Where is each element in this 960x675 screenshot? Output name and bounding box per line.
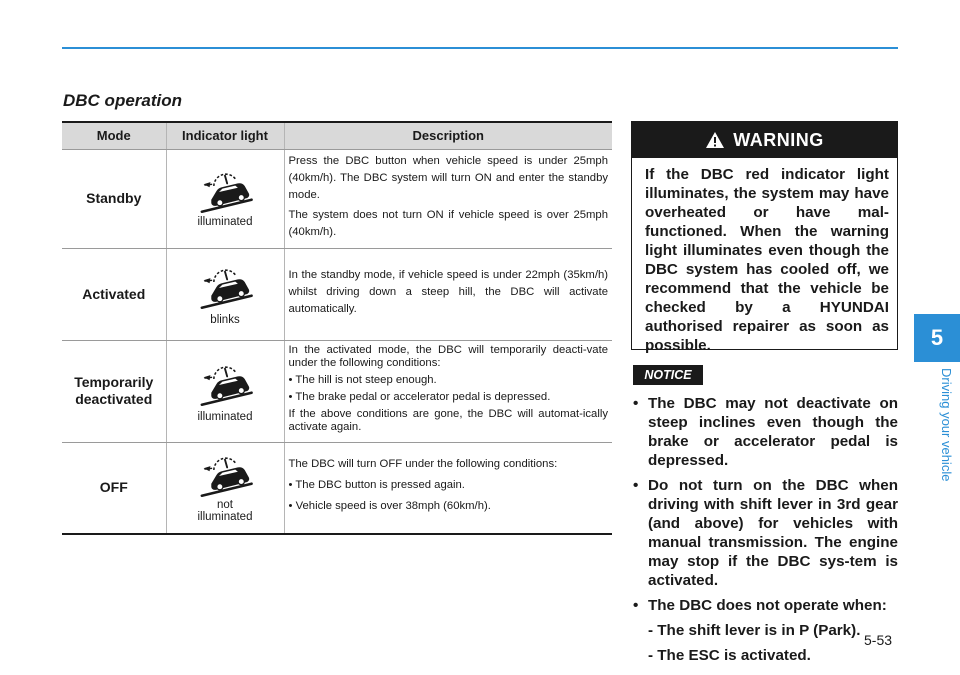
description-paragraph: If the above conditions are gone, the DBC will automat-ically activate again. — [288, 407, 608, 433]
header-description: Description — [284, 122, 612, 149]
dbc-indicator-icon — [195, 360, 255, 410]
table-row-activated — [62, 248, 612, 340]
dbc-indicator-icon — [195, 169, 255, 215]
list-item: • Do not turn on the DBC when driving with shift lever in 3rd gear (and above) for vehicles with manual transmission. The engine may stop if the DBC sys-tem is activated. — [633, 476, 898, 590]
indicator-cell — [166, 340, 284, 442]
description-paragraph: The DBC will turn OFF under the following conditions: — [288, 458, 558, 471]
table-row-off — [62, 442, 612, 534]
warning-box — [631, 121, 898, 354]
description-paragraph: • The hill is not steep enough. — [288, 373, 437, 386]
chapter-title: Driving your vehicle — [939, 368, 954, 482]
mode-cell: Activated — [62, 248, 166, 340]
sub-list-item: - The shift lever is in P (Park). — [648, 622, 861, 639]
dbc-indicator-icon — [195, 453, 255, 499]
page-number: 5-53 — [864, 632, 893, 648]
chapter-number-tab: 5 — [914, 314, 960, 362]
indicator-state: illuminated — [197, 410, 253, 423]
description-cell — [284, 149, 612, 248]
warning-text: If the DBC red indicator light illuminates, the system may have overheated or have mal-functioned. When the warning light illuminates even though the DBC system has cooled off, we recommend that the vehicle be checked by a HYUNDAI authorised repairer as soon as possible. — [645, 166, 889, 354]
description-paragraph: • The DBC button is pressed again. — [288, 479, 465, 492]
warning-title: WARNING — [733, 129, 824, 150]
description-paragraph: In the activated mode, the DBC will temporarily deacti-vate under the following conditions: — [288, 343, 608, 369]
indicator-cell — [166, 149, 284, 248]
indicator-cell — [166, 442, 284, 534]
warning-header — [632, 122, 897, 158]
mode-cell: OFF — [62, 442, 166, 534]
dbc-mode-table — [62, 121, 612, 535]
mode-cell: Standby — [62, 149, 166, 248]
description-paragraph: The system does not turn ON if vehicle speed is over 25mph (40km/h). — [288, 208, 608, 238]
table-header-row — [62, 122, 612, 149]
description-paragraph: In the standby mode, if vehicle speed is under 22mph (35km/h) whilst driving down a steep hill, the DBC will activate automatically. — [288, 268, 608, 315]
section-title: DBC operation — [63, 91, 182, 110]
description-cell — [284, 248, 612, 340]
description-cell — [284, 340, 612, 442]
dbc-indicator-icon — [195, 263, 255, 313]
list-item: • The DBC may not deactivate on steep inclines even though the brake or accelerator pedal is depressed. — [633, 394, 898, 470]
mode-cell: Temporarily deactivated — [62, 340, 166, 442]
description-paragraph: • The brake pedal or accelerator pedal is depressed. — [288, 390, 551, 403]
warning-triangle-icon — [705, 131, 725, 149]
notice-badge: NOTICE — [633, 365, 703, 385]
notice-list — [633, 394, 898, 671]
sub-list — [648, 621, 898, 665]
indicator-state: not illuminated — [197, 498, 253, 523]
list-item — [633, 596, 898, 665]
table-row-standby — [62, 149, 612, 248]
indicator-state: illuminated — [197, 216, 253, 228]
description-paragraph: • Vehicle speed is over 38mph (60km/h). — [288, 500, 491, 513]
table-row-temporarily-deactivated — [62, 340, 612, 442]
description-cell — [284, 442, 612, 534]
header-indicator-light: Indicator light — [166, 122, 284, 149]
indicator-cell — [166, 248, 284, 340]
top-rule — [62, 47, 898, 49]
sub-list-item: - The ESC is activated. — [648, 647, 811, 664]
header-mode: Mode — [62, 122, 166, 149]
indicator-state: blinks — [210, 313, 240, 326]
description-paragraph: Press the DBC button when vehicle speed is under 25mph (40km/h). The DBC system will turn ON and enter the standby mode. — [288, 154, 608, 201]
list-item-text: The DBC does not operate when: — [648, 597, 887, 614]
